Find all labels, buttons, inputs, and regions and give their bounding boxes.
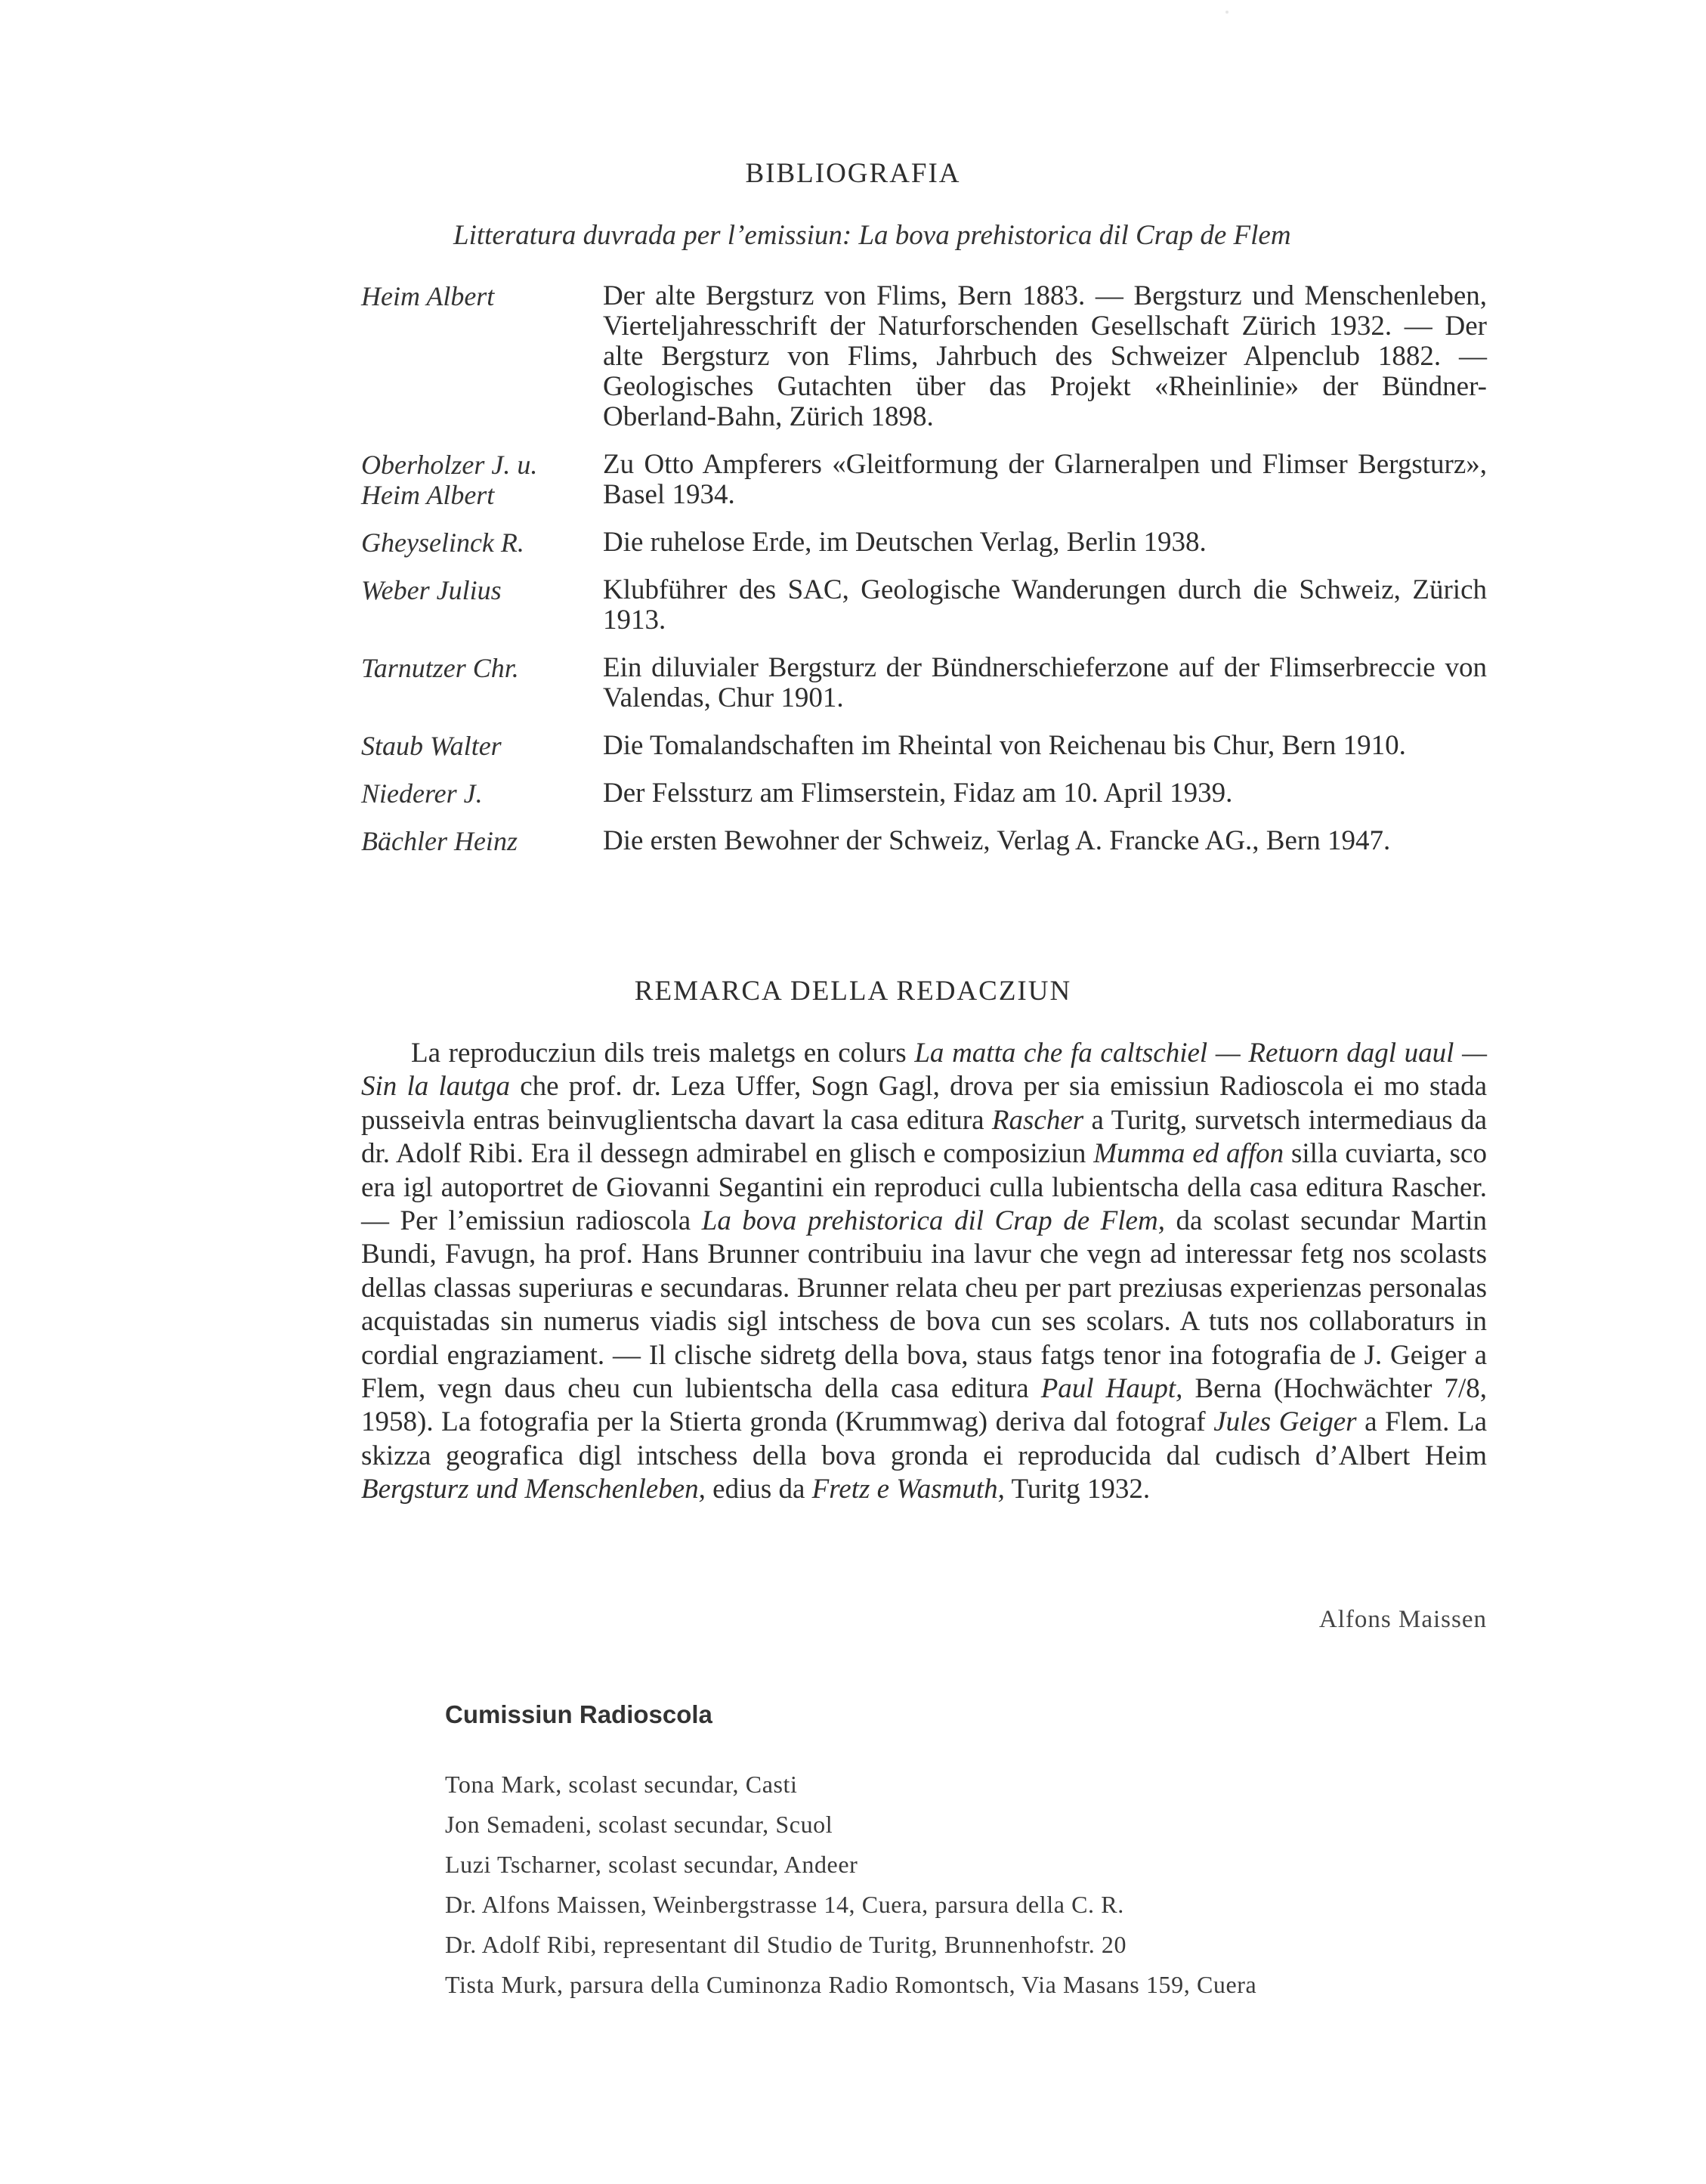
bibliography-entry (361, 527, 1487, 558)
bibliography-author (361, 450, 603, 510)
commission-member: Dr. Alfons Maissen, Weinbergstrasse 14, Cuera, parsura della C. R. (445, 1891, 1124, 1918)
remark-text: a Flem. La skizza geografica digl intschess della bova gronda ei reproducida dal cudisch d’Albert Heim (361, 1406, 1487, 1471)
bibliography-work: Die ruhelose Erde, im Deutschen Verlag, Berlin 1938. (603, 527, 1207, 558)
italic-title: Jules Geiger (1213, 1406, 1357, 1438)
bibliography-entry (361, 826, 1487, 856)
bibliography-entry (361, 575, 1487, 636)
bibliography-author (361, 527, 603, 558)
italic-title: Mumma ed affon (1093, 1138, 1284, 1170)
remark-text: La reproducziun dils treis maletgs en colurs (411, 1038, 915, 1069)
remark-paragraph (361, 1037, 1487, 1507)
remark-text: edius da (705, 1474, 812, 1505)
bibliography-list (361, 281, 1487, 874)
author-line: Staub Walter (361, 731, 502, 761)
commission-member: Tona Mark, scolast secundar, Casti (445, 1771, 798, 1798)
commission-member: Jon Semadeni, scolast secundar, Scuol (445, 1811, 833, 1838)
bibliography-work: Klubführer des SAC, Geologische Wanderungen durch die Schweiz, Zürich 1913. (603, 574, 1487, 636)
bibliography-entry (361, 731, 1487, 761)
remark-text: da scolast secundar Martin Bundi, Favugn, ha prof. Hans Brunner contribuiu ina lavur che vegn ad interessar fetg nos scolasts dellas classas superiuras e secundaras. Brunner relata cheu per part preziusas experienzas personalas acquistadas sin numerus viadis sigl intschess de bova cun ses scolars. A tuts nos collaboraturs in cordial engraziament. — Il clische sidretg della bova, staus fatgs tenor ina fotografia de J. Geiger a Flem, vegn daus cheu cun lubientscha della casa editura (361, 1205, 1487, 1405)
italic-title: Paul Haupt, (1040, 1373, 1183, 1405)
bibliography-work: Zu Otto Ampferers «Gleitformung der Glarneralpen und Flimser Bergsturz», Basel 1934. (603, 449, 1487, 510)
bibliography-work: Der alte Bergsturz von Flims, Bern 1883. — Bergsturz und Menschenleben, Vierteljahresschrift der Naturforschenden Gesellschaft Zürich 1932. — Der alte Bergsturz von Flims, Jahrbuch des Schweizer Alpenclub 1882. — Geologisches Gutachten über das Projekt «Rheinlinie» der Bündner- Oberland-Bahn, Zürich 1898. (603, 280, 1487, 432)
bibliography-subtitle: Litteratura duvrada per l’emissiun: La bova prehistorica dil Crap de Flem (453, 220, 1291, 251)
commission-title: Cumissiun Radioscola (445, 1700, 712, 1728)
italic-title: Fretz e Wasmuth, (811, 1474, 1005, 1505)
signature: Alfons Maissen (1318, 1606, 1487, 1633)
bibliography-author (361, 575, 603, 605)
remark-text: Berna (Hochwächter 7/8, 1958). La fotografia per la Stierta gronda (Krummwag) deriva dal fotograf (361, 1373, 1488, 1438)
bibliography-author (361, 653, 603, 683)
commission-member: Tista Murk, parsura della Cuminonza Radio Romontsch, Via Masans 159, Cuera (445, 1971, 1257, 1998)
bibliography-entry (361, 653, 1487, 713)
bibliography-author (361, 826, 603, 856)
author-line: Heim Albert (361, 480, 495, 510)
bibliography-author (361, 731, 603, 761)
remark-heading: REMARCA DELLA REDACZIUN (634, 976, 1072, 1007)
remark-text: silla cuviarta, sco era igl autoportret de Giovanni Segantini ein reproduci culla lubientscha della casa editura Rascher. — Per l’emissiun radioscola (361, 1138, 1487, 1237)
italic-title: Rascher (991, 1104, 1084, 1136)
bibliography-entry (361, 778, 1487, 809)
author-line: Weber Julius (361, 575, 502, 605)
bibliography-author (361, 778, 603, 809)
author-line: Niederer J. (361, 778, 483, 809)
bibliography-author (361, 281, 603, 311)
author-line: Heim Albert (361, 281, 495, 311)
italic-title: La bova prehistorica dil Crap de Flem, (701, 1205, 1165, 1237)
commission-member: Luzi Tscharner, scolast secundar, Andeer (445, 1851, 858, 1878)
remark-text: che prof. dr. Leza Uffer, Sogn Gagl, drova per sia emissiun Radioscola ei mo stada pusseivla entras beinvuglientscha davart la casa editura (361, 1071, 1487, 1136)
remark-text: Turitg 1932. (1004, 1474, 1151, 1505)
author-line: Tarnutzer Chr. (361, 653, 519, 683)
bibliography-entry (361, 450, 1487, 510)
author-line: Oberholzer J. u. (361, 450, 538, 480)
bibliography-heading: BIBLIOGRAFIA (745, 158, 961, 189)
commission-member: Dr. Adolf Ribi, representant dil Studio de Turitg, Brunnenhofstr. 20 (445, 1931, 1127, 1958)
bibliography-work: Der Felssturz am Flimserstein, Fidaz am 10. April 1939. (603, 778, 1233, 809)
paper-speck (1225, 11, 1229, 14)
bibliography-work: Die Tomalandschaften im Rheintal von Reichenau bis Chur, Bern 1910. (603, 730, 1406, 761)
italic-title: La matta che fa caltschiel — Retuorn dagl uaul — Sin la lautga (361, 1038, 1487, 1103)
author-line: Gheyselinck R. (361, 527, 524, 558)
italic-title: Bergsturz und Menschenleben, (361, 1474, 706, 1505)
commission-members (445, 1765, 1503, 2005)
bibliography-entry (361, 281, 1487, 432)
author-line: Bächler Heinz (361, 826, 518, 856)
remark-text: a Turitg, survetsch intermediaus da dr. Adolf Ribi. Era il dessegn admirabel en glisch e composiziun (361, 1104, 1487, 1170)
bibliography-work: Die ersten Bewohner der Schweiz, Verlag A. Francke AG., Bern 1947. (603, 825, 1391, 856)
bibliography-work: Ein diluvialer Bergsturz der Bündnerschieferzone auf der Flimserbreccie von Valendas, Chur 1901. (603, 652, 1487, 713)
